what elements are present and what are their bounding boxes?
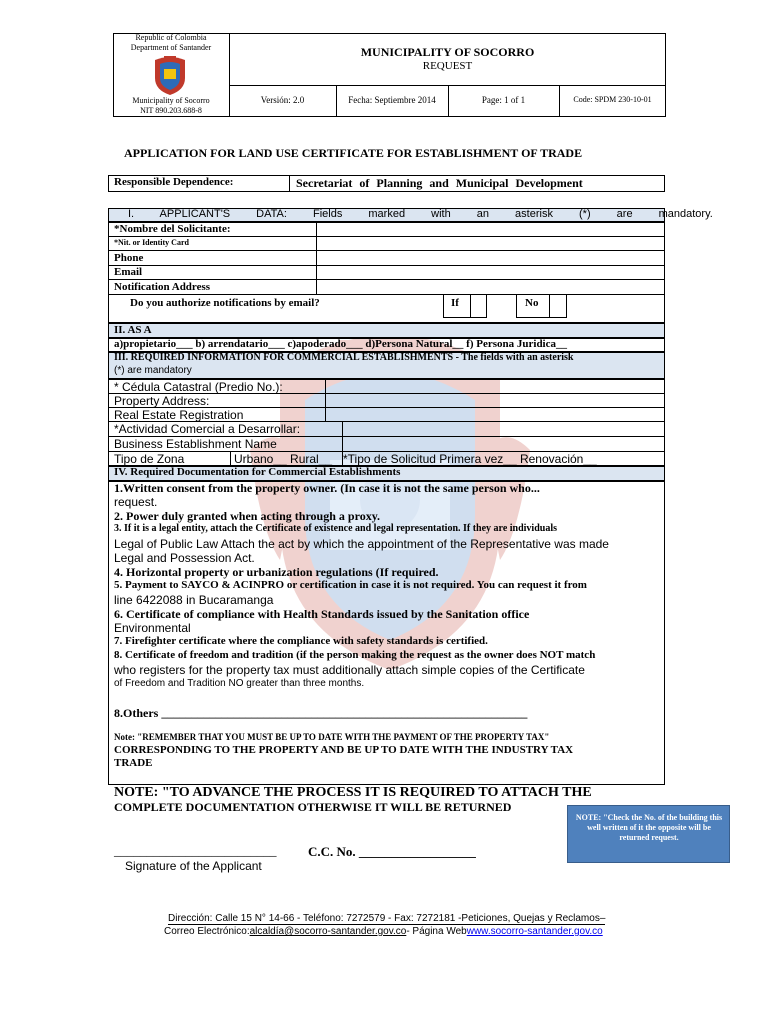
- section3-heading-cont: (*) are mandatory: [114, 365, 192, 376]
- zone-type-label: Tipo de Zona: [114, 452, 185, 466]
- email-label: Email: [114, 266, 143, 278]
- section2-heading: II. AS A: [114, 324, 152, 336]
- doc-item5: 5. Payment to SAYCO & ACINPRO or certification in case it is not required. You can request it from: [114, 579, 587, 591]
- date-label: Fecha: Septiembre 2014: [348, 95, 436, 105]
- applicant-id-label: *Nit. or Identity Card: [114, 238, 189, 247]
- side-note-text: NOTE: "Check the No. of the building this well written of it the opposite will be returned request.: [575, 813, 723, 842]
- real-estate-label: Real Estate Registration: [114, 408, 244, 422]
- doc-others: 8.Others _____________________________________________________________: [114, 706, 528, 720]
- section2-heading-row: [108, 323, 665, 338]
- notification-address-label: Notification Address: [114, 281, 211, 293]
- tax-note-line2: CORRESPONDING TO THE PROPERTY AND BE UP TO DATE WITH THE INDUSTRY TAX: [114, 744, 574, 756]
- business-name-label: Business Establishment Name: [114, 437, 277, 451]
- version-label: Versión: 2.0: [260, 95, 305, 105]
- page-label: Page: 1 of 1: [481, 95, 526, 105]
- request-type: *Tipo de Solicitud Primera vez__ Renovación__: [343, 452, 597, 466]
- responsible-label: Responsible Dependence:: [114, 176, 234, 188]
- section3-heading: III. REQUIRED INFORMATION FOR COMMERCIAL ESTABLISHMENTS - The fields with an asterisk: [114, 352, 574, 363]
- email-question: Do you authorize notifications by email?: [130, 297, 320, 309]
- doc-item6-cont: Environmental: [114, 621, 191, 635]
- doc-item8-cont2: of Freedom and Tradition NO greater than three months.: [114, 678, 365, 689]
- doc-item2: 2. Power duly granted when acting through a proxy.: [114, 509, 381, 523]
- footer-web-link[interactable]: www.socorro-santander.gov.co: [466, 926, 603, 937]
- department-label: Department of Santander: [130, 43, 212, 52]
- footer-email-prefix: Correo Electrónico:: [164, 926, 250, 937]
- footer-email-link[interactable]: alcaldía@socorro-santander.gov.co: [249, 926, 407, 937]
- doc-item6: 6. Certificate of compliance with Health Standards issued by the Sanitation office: [114, 607, 530, 621]
- doc-item4: 4. Horizontal property or urbanization regulations (If required.: [114, 565, 439, 579]
- cadastral-label: * Cédula Catastral (Predio No.):: [114, 380, 283, 394]
- signature-line[interactable]: _________________________: [114, 843, 277, 858]
- doc-item3-cont1: Legal of Public Law Attach the act by which the appointment of the Representative was made: [114, 537, 609, 551]
- doc-item5-cont: line 6422088 in Bucaramanga: [114, 593, 274, 607]
- tax-note-line1: Note: "REMEMBER THAT YOU MUST BE UP TO DATE WITH THE PAYMENT OF THE PROPERTY TAX": [114, 732, 550, 742]
- signature-label: Signature of the Applicant: [125, 859, 262, 873]
- no-checkbox-cell[interactable]: [516, 294, 567, 318]
- doc-item1-cont: request.: [114, 495, 158, 509]
- yes-label: If: [451, 297, 459, 309]
- tax-note-line3: TRADE: [114, 757, 153, 769]
- advance-note-line2: COMPLETE DOCUMENTATION OTHERWISE IT WILL BE RETURNED: [114, 800, 512, 814]
- header-title: MUNICIPALITY OF SOCORRO: [360, 45, 535, 59]
- zone-options: Urbano__ Rural__: [234, 452, 333, 466]
- doc-item3-cont2: Legal and Possession Act.: [114, 551, 255, 565]
- cc-number-field[interactable]: C.C. No. __________________: [308, 844, 476, 859]
- responsible-value: Secretariat of Planning and Municipal Development: [296, 176, 583, 190]
- doc-item8: 8. Certificate of freedom and tradition (if the person making the request as the owner does NOT match: [114, 649, 596, 661]
- commercial-activity-label: *Actividad Comercial a Desarrollar:: [114, 422, 301, 436]
- footer-web-prefix: - Página Web: [406, 926, 467, 937]
- applicant-name-label: *Nombre del Solicitante:: [114, 223, 231, 235]
- code-label: Code: SPDM 230-10-01: [573, 95, 652, 104]
- republic-label: Republic of Colombia: [135, 33, 207, 42]
- property-address-label: Property Address:: [114, 394, 210, 408]
- footer-contact: [164, 926, 603, 937]
- yes-checkbox-cell[interactable]: [443, 294, 487, 318]
- doc-item7: 7. Firefighter certificate where the compliance with safety standards is certified.: [114, 635, 488, 647]
- nit-label: NIT 890.203.688-8: [140, 106, 202, 115]
- section4-heading: IV. Required Documentation for Commercial Establishments: [114, 466, 401, 478]
- doc-item3: 3. If it is a legal entity, attach the Certificate of existence and legal representation. If they are individuals: [114, 523, 558, 534]
- footer-address: Dirección: Calle 15 N° 14-66 - Teléfono: 7272579 - Fax: 7272181 -Peticiones, Quejas y Reclamos–: [168, 913, 606, 924]
- doc-item1: 1.Written consent from the property owner. (In case it is not the same person who...: [114, 481, 540, 495]
- doc-item8-cont1: who registers for the property tax must additionally attach simple copies of the Certificate: [114, 663, 585, 677]
- phone-label: Phone: [114, 252, 144, 264]
- header-subtitle: REQUEST: [422, 60, 473, 72]
- socorro-coat-of-arms-icon: [152, 54, 188, 96]
- no-label: No: [525, 297, 539, 309]
- form-title: APPLICATION FOR LAND USE CERTIFICATE FOR ESTABLISHMENT OF TRADE: [124, 146, 583, 160]
- advance-note-line1: NOTE: "TO ADVANCE THE PROCESS IT IS REQUIRED TO ATTACH THE: [114, 785, 592, 800]
- section2-options: a)propietario___ b) arrendatario___ c)apoderado___ d)Persona Natural__ f) Persona Juridica__: [114, 338, 567, 350]
- section1-heading: I. APPLICANT'S DATA: Fields marked with an asterisk (*) are mandatory.: [128, 208, 713, 220]
- municipality-small-label: Municipality of Socorro: [132, 96, 210, 105]
